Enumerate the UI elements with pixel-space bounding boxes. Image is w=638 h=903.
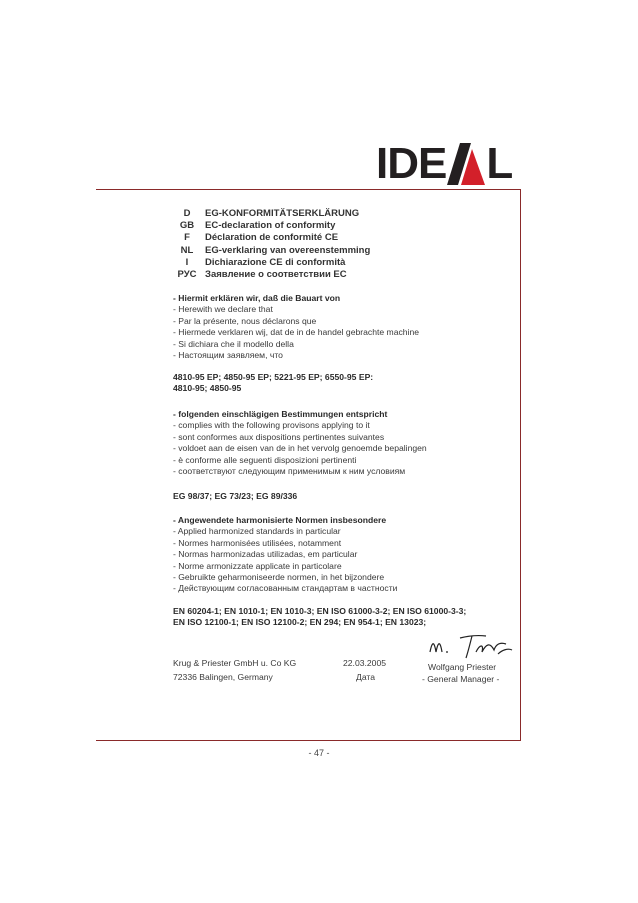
declaration-block [173, 293, 419, 361]
norms-line: EN 60204-1; EN 1010-1; EN 1010-3; EN ISO 61000-3-2; EN ISO 61000-3-3; [173, 606, 467, 616]
declaration-line: - Si dichiara che il modello della [173, 338, 294, 349]
page-number: - 47 - [308, 748, 330, 758]
standards-line: - Applied harmonized standards in particular [173, 526, 341, 537]
standards-line: - Normas harmonizadas utilizadas, em particular [173, 549, 358, 560]
norms-block [173, 606, 466, 629]
provisions-line: - complies with the following provisons applying to it [173, 420, 370, 431]
company-address: 72336 Balingen, Germany [173, 672, 273, 682]
standards-lead: - Angewendete harmonisierte Normen insbesondere [173, 515, 387, 525]
language-row: GB EC-declaration of conformity [179, 220, 336, 232]
declaration-line: - Herewith we declare that [173, 304, 273, 315]
language-row: F Déclaration de conformité CE [184, 232, 339, 244]
provisions-lead: - folgenden einschlägigen Bestimmungen entspricht [173, 409, 388, 419]
handwritten-signature [424, 630, 516, 664]
directives-block [173, 491, 297, 502]
provisions-line: - соответствуют следующим применимым к ним условиям [173, 466, 406, 477]
provisions-block [173, 409, 427, 477]
declaration-line: - Hiermede verklaren wij, dat de in de handel gebrachte machine [173, 327, 420, 338]
language-titles [169, 208, 370, 281]
models-block [173, 372, 373, 395]
logo-text-left: IDE [376, 139, 447, 188]
provisions-line: - voldoet aan de eisen van de in het vervolg genoemde bepalingen [173, 443, 427, 454]
norms-line: EN ISO 12100-1; EN ISO 12100-2; EN 294; EN 954-1; EN 13023; [173, 617, 427, 628]
logo-a-mark-icon [447, 143, 485, 185]
declaration-lead: - Hiermit erklären wir, daß die Bauart von [173, 293, 341, 303]
standards-line: - Norme armonizzate applicate in particolare [173, 560, 342, 571]
signature-date: 22.03.2005 [343, 658, 387, 668]
standards-line: - Normes harmonisées utilisées, notamment [173, 537, 342, 548]
standards-line: - Gebruikte geharmoniseerde normen, in het bijzondere [173, 572, 385, 583]
date-label: Дата [356, 672, 376, 682]
language-row: I Dichiarazione CE di conformità [185, 256, 346, 268]
standards-line: - Действующим согласованным стандартам в частности [173, 583, 398, 594]
language-row: NL EG-verklaring van overeenstemming [180, 244, 371, 256]
standards-block [173, 515, 397, 595]
logo-text-right: L [486, 139, 513, 188]
language-row: РУС Заявление о соответствии ЕС [177, 268, 347, 280]
models-line: 4810-95; 4850-95 [173, 383, 242, 394]
declaration-line: - Par la présente, nous déclarons que [173, 315, 317, 326]
signer-name: Wolfgang Priester [428, 662, 497, 672]
ideal-logo [376, 139, 513, 188]
provisions-line: - sont conformes aux dispositions pertinentes suivantes [173, 431, 385, 442]
directives-line: EG 98/37; EG 73/23; EG 89/336 [173, 491, 298, 501]
company-name: Krug & Priester GmbH u. Co KG [173, 658, 297, 668]
language-row: D EG-KONFORMITÄTSERKLÄRUNG [183, 208, 360, 219]
declaration-line: - Настоящим заявляем, что [173, 350, 283, 361]
signer-role: - General Manager - [422, 674, 500, 684]
provisions-line: - è conforme alle seguenti disposizioni pertinenti [173, 454, 357, 465]
models-line: 4810-95 EP; 4850-95 EP; 5221-95 EP; 6550-95 EP: [173, 372, 374, 382]
